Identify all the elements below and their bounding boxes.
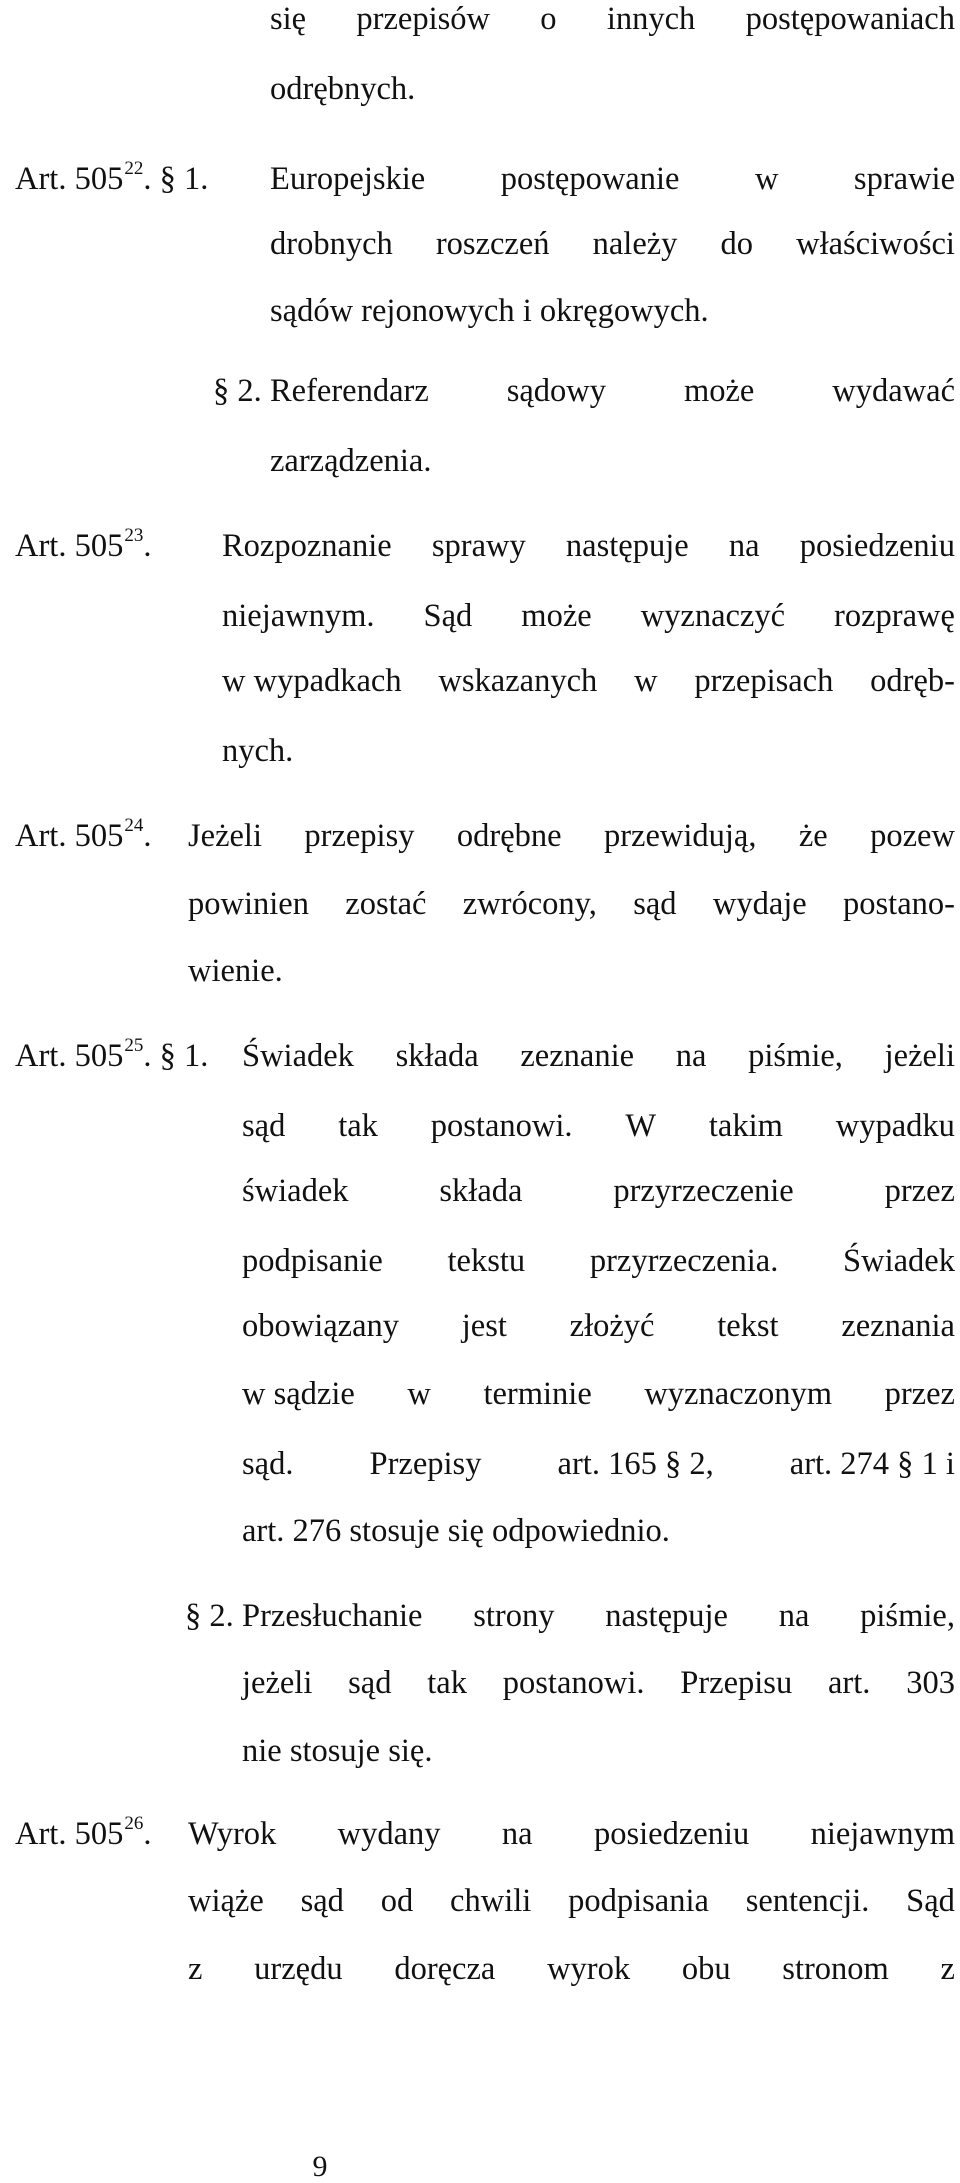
word: postępowanie xyxy=(500,161,680,197)
article-label xyxy=(15,525,152,564)
word: że xyxy=(798,818,828,854)
word: niejawnym xyxy=(810,1816,955,1852)
word: Rozpoznanie xyxy=(222,528,392,564)
word: na xyxy=(501,1816,533,1852)
word: roszczeń xyxy=(435,226,550,262)
word: należy xyxy=(592,226,678,262)
word: postano- xyxy=(843,886,955,922)
word: sąd xyxy=(348,1665,392,1701)
word: art. xyxy=(828,1665,871,1701)
word: art. 165 § 2, xyxy=(557,1446,714,1482)
word: sąd xyxy=(242,1108,286,1144)
text-line xyxy=(242,1448,955,1481)
text-line xyxy=(242,1667,955,1700)
word: wyznaczyć xyxy=(640,598,786,634)
word: z xyxy=(940,1951,955,1987)
word: następuje xyxy=(605,1598,728,1634)
article-label xyxy=(15,815,152,854)
word: przepisów xyxy=(356,1,490,37)
word: odręb- xyxy=(870,663,955,699)
text-line xyxy=(270,3,955,36)
word: w xyxy=(634,663,658,699)
word: sądowy xyxy=(506,373,607,409)
text-line xyxy=(222,600,955,633)
word: o xyxy=(540,1,557,37)
text-line xyxy=(270,375,955,408)
word: drobnych xyxy=(270,226,393,262)
word: Przepisy xyxy=(369,1446,482,1482)
word: wyrok xyxy=(547,1951,631,1987)
word: wydawać xyxy=(832,373,955,409)
word: rozprawę xyxy=(834,598,955,634)
word: sąd. xyxy=(242,1446,294,1482)
word: z xyxy=(188,1951,203,1987)
word: postanowi. xyxy=(502,1665,645,1701)
text-line: wienie. xyxy=(188,953,283,989)
word: sprawie xyxy=(853,161,955,197)
word: od xyxy=(380,1883,414,1919)
text-line xyxy=(242,1175,955,1208)
text-line xyxy=(242,1310,955,1343)
word: takim xyxy=(708,1108,783,1144)
word: na xyxy=(728,528,760,564)
word: posiedzeniu xyxy=(593,1816,750,1852)
word: doręcza xyxy=(394,1951,496,1987)
text-line: art. 276 stosuje się odpowiednio. xyxy=(242,1513,670,1549)
word: sąd xyxy=(300,1883,344,1919)
text-line xyxy=(242,1245,955,1278)
word: właściwości xyxy=(796,226,955,262)
word: Sąd xyxy=(423,598,473,634)
word: wyznaczonym xyxy=(644,1376,833,1412)
paragraph-marker: § 2. xyxy=(185,1598,234,1634)
word: Przesłuchanie xyxy=(242,1598,423,1634)
word: zwrócony, xyxy=(462,886,597,922)
article-superscript: 26 xyxy=(124,1813,144,1834)
word: sentencji. xyxy=(745,1883,870,1919)
text-line xyxy=(222,665,955,698)
word: może xyxy=(683,373,755,409)
text-line xyxy=(242,1378,955,1411)
word: W xyxy=(625,1108,657,1144)
word: terminie xyxy=(483,1376,592,1412)
word: przez xyxy=(884,1173,955,1209)
word: tak xyxy=(338,1108,378,1144)
word: Świadek xyxy=(242,1038,354,1074)
article-number: Art. 505 xyxy=(15,818,124,854)
word: przez xyxy=(884,1376,955,1412)
word: wypadku xyxy=(835,1108,955,1144)
word: postanowi. xyxy=(430,1108,573,1144)
word: następuje xyxy=(565,528,689,564)
word: przewidują, xyxy=(603,818,757,854)
word: przyrzeczenie xyxy=(613,1173,794,1209)
word: piśmie, xyxy=(748,1038,843,1074)
text-line xyxy=(270,163,955,196)
word: świadek xyxy=(242,1173,349,1209)
text-line xyxy=(242,1110,955,1143)
word: pozew xyxy=(870,818,955,854)
article-number: Art. 505 xyxy=(15,161,124,197)
article-paragraph-marker: . § 1. xyxy=(143,1038,209,1074)
text-line xyxy=(188,1818,955,1851)
word: stronom xyxy=(782,1951,889,1987)
article-number: Art. 505 xyxy=(15,1038,124,1074)
word: do xyxy=(720,226,754,262)
word: przepisach xyxy=(694,663,834,699)
article-superscript: 25 xyxy=(124,1035,144,1056)
word: przepisy xyxy=(304,818,415,854)
word: innych xyxy=(606,1,696,37)
text-line xyxy=(242,1600,955,1633)
word: niejawnym. xyxy=(222,598,375,634)
article-paragraph-marker: . § 1. xyxy=(143,161,209,197)
article-label xyxy=(15,1813,152,1852)
word: zeznania xyxy=(841,1308,955,1344)
word: chwili xyxy=(450,1883,532,1919)
word: się xyxy=(270,1,307,37)
word: jeżeli xyxy=(884,1038,955,1074)
word: art. 274 § 1 i xyxy=(789,1446,955,1482)
word: składa xyxy=(395,1038,479,1074)
text-line xyxy=(188,1885,955,1918)
word: złożyć xyxy=(569,1308,655,1344)
word: składa xyxy=(439,1173,523,1209)
text-line xyxy=(242,1040,955,1073)
word: piśmie, xyxy=(860,1598,955,1634)
word: w sądzie xyxy=(242,1376,355,1412)
text-line xyxy=(188,1953,955,1986)
article-paragraph-marker: . xyxy=(143,1816,152,1852)
article-superscript: 23 xyxy=(124,525,144,546)
word: w xyxy=(407,1376,431,1412)
word: jest xyxy=(461,1308,507,1344)
word: podpisania xyxy=(568,1883,709,1919)
text-line xyxy=(270,228,955,261)
word: obu xyxy=(681,1951,731,1987)
word: sąd xyxy=(633,886,677,922)
word: tekstu xyxy=(447,1243,526,1279)
text-line xyxy=(188,888,955,921)
word: jeżeli xyxy=(242,1665,313,1701)
word: wiąże xyxy=(188,1883,264,1919)
word: może xyxy=(521,598,592,634)
article-paragraph-marker: . xyxy=(143,528,152,564)
word: wydany xyxy=(337,1816,441,1852)
word: zostać xyxy=(345,886,427,922)
word: 303 xyxy=(906,1665,955,1701)
word: na xyxy=(675,1038,707,1074)
text-line xyxy=(188,820,955,853)
text-line: odrębnych. xyxy=(270,71,416,107)
word: zeznanie xyxy=(520,1038,635,1074)
paragraph-marker: § 2. xyxy=(213,373,262,409)
article-label xyxy=(15,1035,209,1074)
article-superscript: 24 xyxy=(124,815,144,836)
word: wydaje xyxy=(712,886,807,922)
word: Wyrok xyxy=(188,1816,277,1852)
word: strony xyxy=(473,1598,555,1634)
word: postępowaniach xyxy=(745,1,955,37)
word: przyrzeczenia. xyxy=(589,1243,779,1279)
word: obowiązany xyxy=(242,1308,400,1344)
word: na xyxy=(778,1598,810,1634)
word: podpisanie xyxy=(242,1243,383,1279)
word: Świadek xyxy=(843,1243,955,1279)
word: Sąd xyxy=(906,1883,955,1919)
word: Przepisu xyxy=(680,1665,793,1701)
article-superscript: 22 xyxy=(124,158,144,179)
word: Europejskie xyxy=(270,161,426,197)
text-line: nie stosuje się. xyxy=(242,1733,433,1769)
word: powinien xyxy=(188,886,309,922)
word: w xyxy=(754,161,779,197)
text-line xyxy=(222,530,955,563)
word: urzędu xyxy=(254,1951,343,1987)
word: Referendarz xyxy=(270,373,429,409)
text-line: nych. xyxy=(222,733,294,769)
word: odrębne xyxy=(456,818,562,854)
word: w wypadkach xyxy=(222,663,402,699)
word: Jeżeli xyxy=(188,818,262,854)
word: wskazanych xyxy=(438,663,598,699)
text-line: zarządzenia. xyxy=(270,443,432,479)
word: tekst xyxy=(717,1308,779,1344)
article-label xyxy=(15,158,209,197)
article-paragraph-marker: . xyxy=(143,818,152,854)
word: posiedzeniu xyxy=(799,528,955,564)
word: sprawy xyxy=(431,528,526,564)
page-number: 9 xyxy=(312,2150,328,2183)
article-number: Art. 505 xyxy=(15,528,124,564)
text-line: sądów rejonowych i okręgowych. xyxy=(270,293,709,329)
word: tak xyxy=(427,1665,467,1701)
article-number: Art. 505 xyxy=(15,1816,124,1852)
